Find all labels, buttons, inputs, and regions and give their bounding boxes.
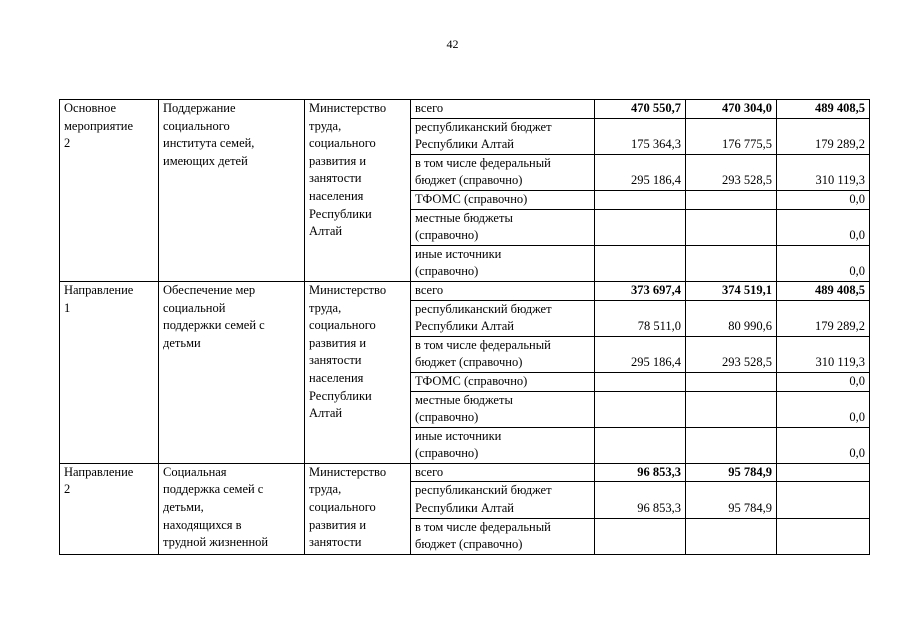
funding-source-cell: ТФОМС (справочно) (411, 372, 595, 391)
funding-source-cell: всего (411, 463, 595, 482)
amount-cell-year-1: 175 364,3 (595, 118, 686, 154)
table-row (60, 281, 870, 300)
funding-source-cell: республиканский бюджет Республики Алтай (411, 482, 595, 518)
amount-cell-year-1: 96 853,3 (595, 463, 686, 482)
amount-cell-year-3: 0,0 (777, 391, 870, 427)
amount-cell-year-3 (777, 482, 870, 518)
funding-source-cell: в том числе федеральный бюджет (справочно) (411, 518, 595, 554)
funding-source-cell: республиканский бюджет Республики Алтай (411, 118, 595, 154)
section-type-cell: Основное мероприятие 2 (60, 100, 159, 282)
funding-source-cell: местные бюджеты (справочно) (411, 209, 595, 245)
amount-cell-year-2: 293 528,5 (686, 154, 777, 190)
amount-cell-year-3: 0,0 (777, 427, 870, 463)
amount-cell-year-2 (686, 245, 777, 281)
section-type-cell: Направление 1 (60, 281, 159, 463)
amount-cell-year-1: 470 550,7 (595, 100, 686, 119)
amount-cell-year-3 (777, 518, 870, 554)
funding-source-cell: в том числе федеральный бюджет (справочно) (411, 336, 595, 372)
amount-cell-year-1: 373 697,4 (595, 281, 686, 300)
amount-cell-year-2: 470 304,0 (686, 100, 777, 119)
amount-cell-year-2: 293 528,5 (686, 336, 777, 372)
amount-cell-year-2: 176 775,5 (686, 118, 777, 154)
table-row (60, 463, 870, 482)
amount-cell-year-3: 0,0 (777, 372, 870, 391)
amount-cell-year-3: 310 119,3 (777, 154, 870, 190)
amount-cell-year-1: 96 853,3 (595, 482, 686, 518)
amount-cell-year-3: 0,0 (777, 245, 870, 281)
funding-source-cell: местные бюджеты (справочно) (411, 391, 595, 427)
table-row (60, 100, 870, 119)
amount-cell-year-2 (686, 391, 777, 427)
amount-cell-year-2: 80 990,6 (686, 300, 777, 336)
amount-cell-year-1 (595, 427, 686, 463)
amount-cell-year-1 (595, 518, 686, 554)
amount-cell-year-1 (595, 372, 686, 391)
amount-cell-year-3: 0,0 (777, 190, 870, 209)
amount-cell-year-3: 489 408,5 (777, 281, 870, 300)
amount-cell-year-2: 95 784,9 (686, 482, 777, 518)
section-type-cell: Направление 2 (60, 463, 159, 554)
funding-source-cell: иные источники (справочно) (411, 427, 595, 463)
amount-cell-year-1 (595, 245, 686, 281)
funding-source-cell: республиканский бюджет Республики Алтай (411, 300, 595, 336)
amount-cell-year-1 (595, 391, 686, 427)
section-executor-cell: Министерство труда, социального развития и занятости населения Республики Алтай (305, 100, 411, 282)
section-executor-cell: Министерство труда, социального развития и занятости населения Республики Алтай (305, 281, 411, 463)
funding-source-cell: иные источники (справочно) (411, 245, 595, 281)
amount-cell-year-3: 179 289,2 (777, 118, 870, 154)
amount-cell-year-2: 95 784,9 (686, 463, 777, 482)
section-name-cell: Социальная поддержка семей с детьми, находящихся в трудной жизненной (159, 463, 305, 554)
amount-cell-year-2 (686, 190, 777, 209)
amount-cell-year-1: 78 511,0 (595, 300, 686, 336)
amount-cell-year-3: 179 289,2 (777, 300, 870, 336)
amount-cell-year-1: 295 186,4 (595, 336, 686, 372)
budget-table (59, 99, 870, 555)
amount-cell-year-3: 489 408,5 (777, 100, 870, 119)
amount-cell-year-3: 310 119,3 (777, 336, 870, 372)
amount-cell-year-2 (686, 518, 777, 554)
funding-source-cell: в том числе федеральный бюджет (справочно) (411, 154, 595, 190)
amount-cell-year-2: 374 519,1 (686, 281, 777, 300)
page-number: 42 (446, 37, 459, 51)
section-name-cell: Обеспечение мер социальной поддержки семей с детьми (159, 281, 305, 463)
amount-cell-year-1 (595, 190, 686, 209)
funding-source-cell: всего (411, 281, 595, 300)
amount-cell-year-2 (686, 209, 777, 245)
section-executor-cell: Министерство труда, социального развития и занятости (305, 463, 411, 554)
amount-cell-year-3: 0,0 (777, 209, 870, 245)
amount-cell-year-3 (777, 463, 870, 482)
amount-cell-year-1 (595, 209, 686, 245)
funding-source-cell: ТФОМС (справочно) (411, 190, 595, 209)
amount-cell-year-2 (686, 427, 777, 463)
funding-source-cell: всего (411, 100, 595, 119)
budget-table-body (60, 100, 870, 555)
section-name-cell: Поддержание социального института семей, имеющих детей (159, 100, 305, 282)
amount-cell-year-2 (686, 372, 777, 391)
amount-cell-year-1: 295 186,4 (595, 154, 686, 190)
